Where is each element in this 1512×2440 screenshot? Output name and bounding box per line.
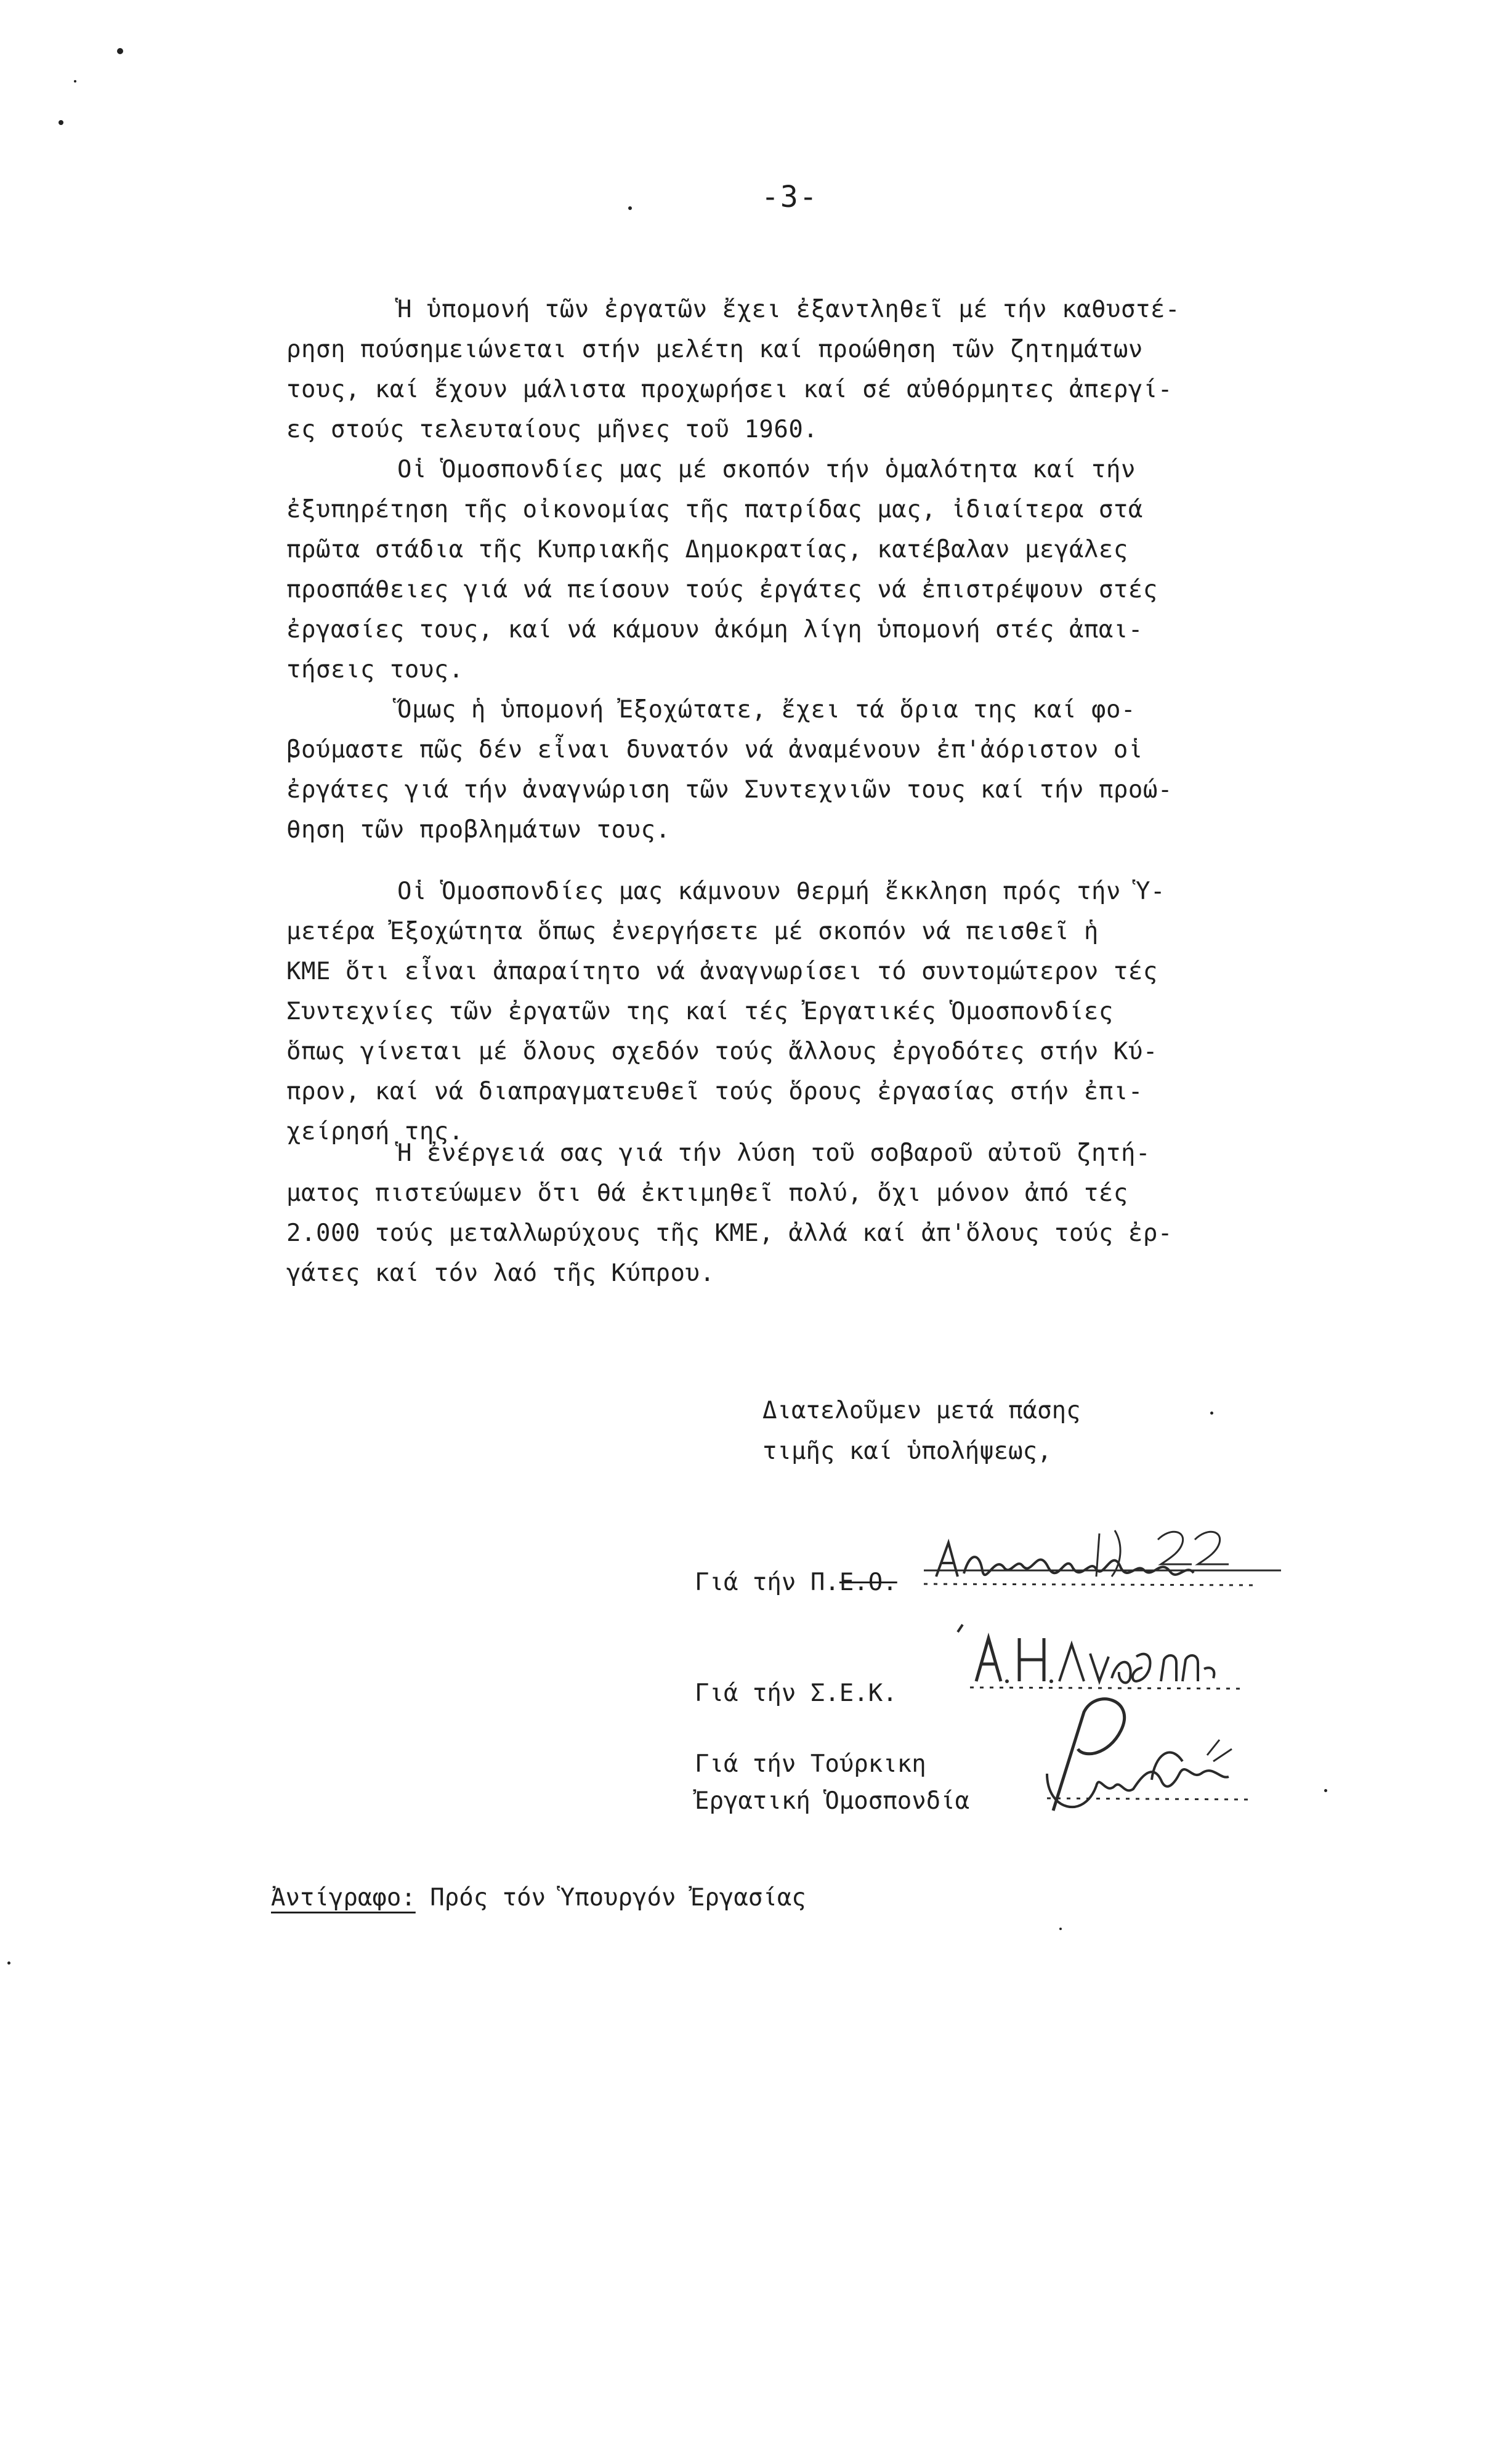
text-line: βούμαστε πῶς δέν εἶναι δυνατόν νά ἀναμένουν ἐπ'ἀόριστον οἱ	[286, 736, 1143, 764]
text-line: μετέρα Ἐξοχώτητα ὅπως ἐνεργήσετε μέ σκοπόν νά πεισθεῖ ἡ	[286, 918, 1099, 945]
text-line: ἐργασίες τους, καί νά κάμουν ἀκόμη λίγη ὑπομονή στές ἀπαι-	[286, 616, 1143, 644]
text-line: ἐργάτες γιά τήν ἀναγνώριση τῶν Συντεχνιῶν τους καί τήν προώ-	[286, 776, 1173, 804]
text-line: Ὅμως ἡ ὑπομονή Ἐξοχώτατε, ἔχει τά ὅρια της καί φο-	[397, 696, 1136, 724]
paragraph-action-appreciation	[286, 1133, 1278, 1293]
scan-speck	[7, 1961, 10, 1965]
text-line: 2.000 τούς μεταλλωρύχους τῆς ΚΜΕ, ἀλλά καί ἀπ'ὅλους τούς ἐρ-	[286, 1219, 1173, 1247]
handwritten-signature-tourkiki	[1029, 1687, 1263, 1823]
scan-speck	[628, 206, 632, 210]
text-line: ματος πιστεύωμεν ὅτι θά ἐκτιμηθεῖ πολύ, ὄχι μόνον ἀπό τές	[286, 1179, 1128, 1207]
text-line: πρῶτα στάδια τῆς Κυπριακῆς Δημοκρατίας, κατέβαλαν μεγάλες	[286, 536, 1128, 564]
closing-line: τιμῆς καί ὑπολήψεως,	[762, 1437, 1052, 1465]
signatory-label: Γιά τήν Σ.Ε.Κ.	[695, 1679, 897, 1707]
copy-recipient: Πρός τόν Ὑπουργόν Ἐργασίας	[430, 1884, 806, 1912]
text-line: ἐξυπηρέτηση τῆς οἰκονομίας τῆς πατρίδας μας, ἰδιαίτερα στά	[286, 496, 1143, 523]
signatory-label: Γιά τήν Π.Ε.Ο.	[695, 1569, 897, 1596]
closing-line: Διατελοῦμεν μετά πάσης	[762, 1397, 1081, 1424]
paragraph-appeal	[286, 871, 1278, 1152]
text-line: Οἱ Ὁμοσπονδίες μας κάμνουν θερμή ἔκκληση πρός τήν Ὑ-	[397, 878, 1165, 905]
text-line: ες στούς τελευταίους μῆνες τοῦ 1960.	[286, 416, 819, 443]
text-line: προσπάθειες γιά νά πείσουν τούς ἐργάτες νά ἐπιστρέψουν στές	[286, 576, 1158, 604]
scan-speck	[74, 80, 76, 83]
text-line: Ἡ ὑπομονή τῶν ἐργατῶν ἔχει ἐξαντληθεῖ μέ τήν καθυστέ-	[397, 296, 1180, 323]
text-line: θηση τῶν προβλημάτων τους.	[286, 816, 671, 844]
text-line: Οἱ Ὁμοσπονδίες μας μέ σκοπόν τήν ὁμαλότητα καί τήν	[397, 456, 1136, 483]
signatory-pe	[695, 1564, 897, 1601]
copy-label: Ἀντίγραφο:	[271, 1884, 416, 1912]
signatory-label: Ἐργατική Ὁμοσπονδία	[695, 1787, 970, 1815]
text-line: Ἡ ἐνέργειά σας γιά τήν λύση τοῦ σοβαροῦ αὐτοῦ ζητή-	[397, 1139, 1150, 1167]
text-line: ΚΜΕ ὅτι εἶναι ἀπαραίτητο νά ἀναγνωρίσει τό συντομώτερον τές	[286, 958, 1158, 985]
page-number: -3-	[761, 180, 819, 214]
text-line: τους, καί ἔχουν μάλιστα προχωρήσει καί σέ αὐθόρμητες ἀπεργί-	[286, 376, 1173, 403]
text-line: γάτες καί τόν λαό τῆς Κύπρου.	[286, 1259, 715, 1287]
paragraph-federations-efforts	[286, 450, 1278, 690]
closing-salutation	[762, 1391, 1081, 1472]
text-line: χείρησή της.	[286, 1118, 464, 1145]
signatory-sek	[695, 1675, 897, 1712]
scan-speck	[1059, 1928, 1062, 1930]
paragraph-patience-limits	[286, 690, 1278, 850]
text-line: Συντεχνίες τῶν ἐργατῶν της καί τές Ἐργατικές Ὁμοσπονδίες	[286, 998, 1114, 1025]
text-line: τήσεις τους.	[286, 656, 464, 684]
text-line: προν, καί νά διαπραγματευθεῖ τούς ὅρους ἐργασίας στήν ἐπι-	[286, 1078, 1143, 1105]
text-line: ρηση πούσημειώνεται στήν μελέτη καί προώθηση τῶν ζητημάτων	[286, 336, 1143, 363]
paragraph-workers-patience	[286, 289, 1278, 450]
text-line: ὅπως γίνεται μέ ὅλους σχεδόν τούς ἄλλους ἐργοδότες στήν Κύ-	[286, 1038, 1158, 1065]
scan-speck	[117, 48, 123, 54]
scan-speck	[59, 120, 63, 125]
scan-speck	[1210, 1412, 1213, 1415]
signatory-label: Γιά τήν Τούρκικη	[695, 1750, 926, 1778]
copy-notice	[271, 1880, 806, 1917]
signatory-tourkiki	[695, 1746, 969, 1820]
handwritten-signature-sek	[952, 1620, 1259, 1694]
handwritten-signature-pe	[912, 1509, 1293, 1595]
scan-speck	[1324, 1789, 1327, 1792]
